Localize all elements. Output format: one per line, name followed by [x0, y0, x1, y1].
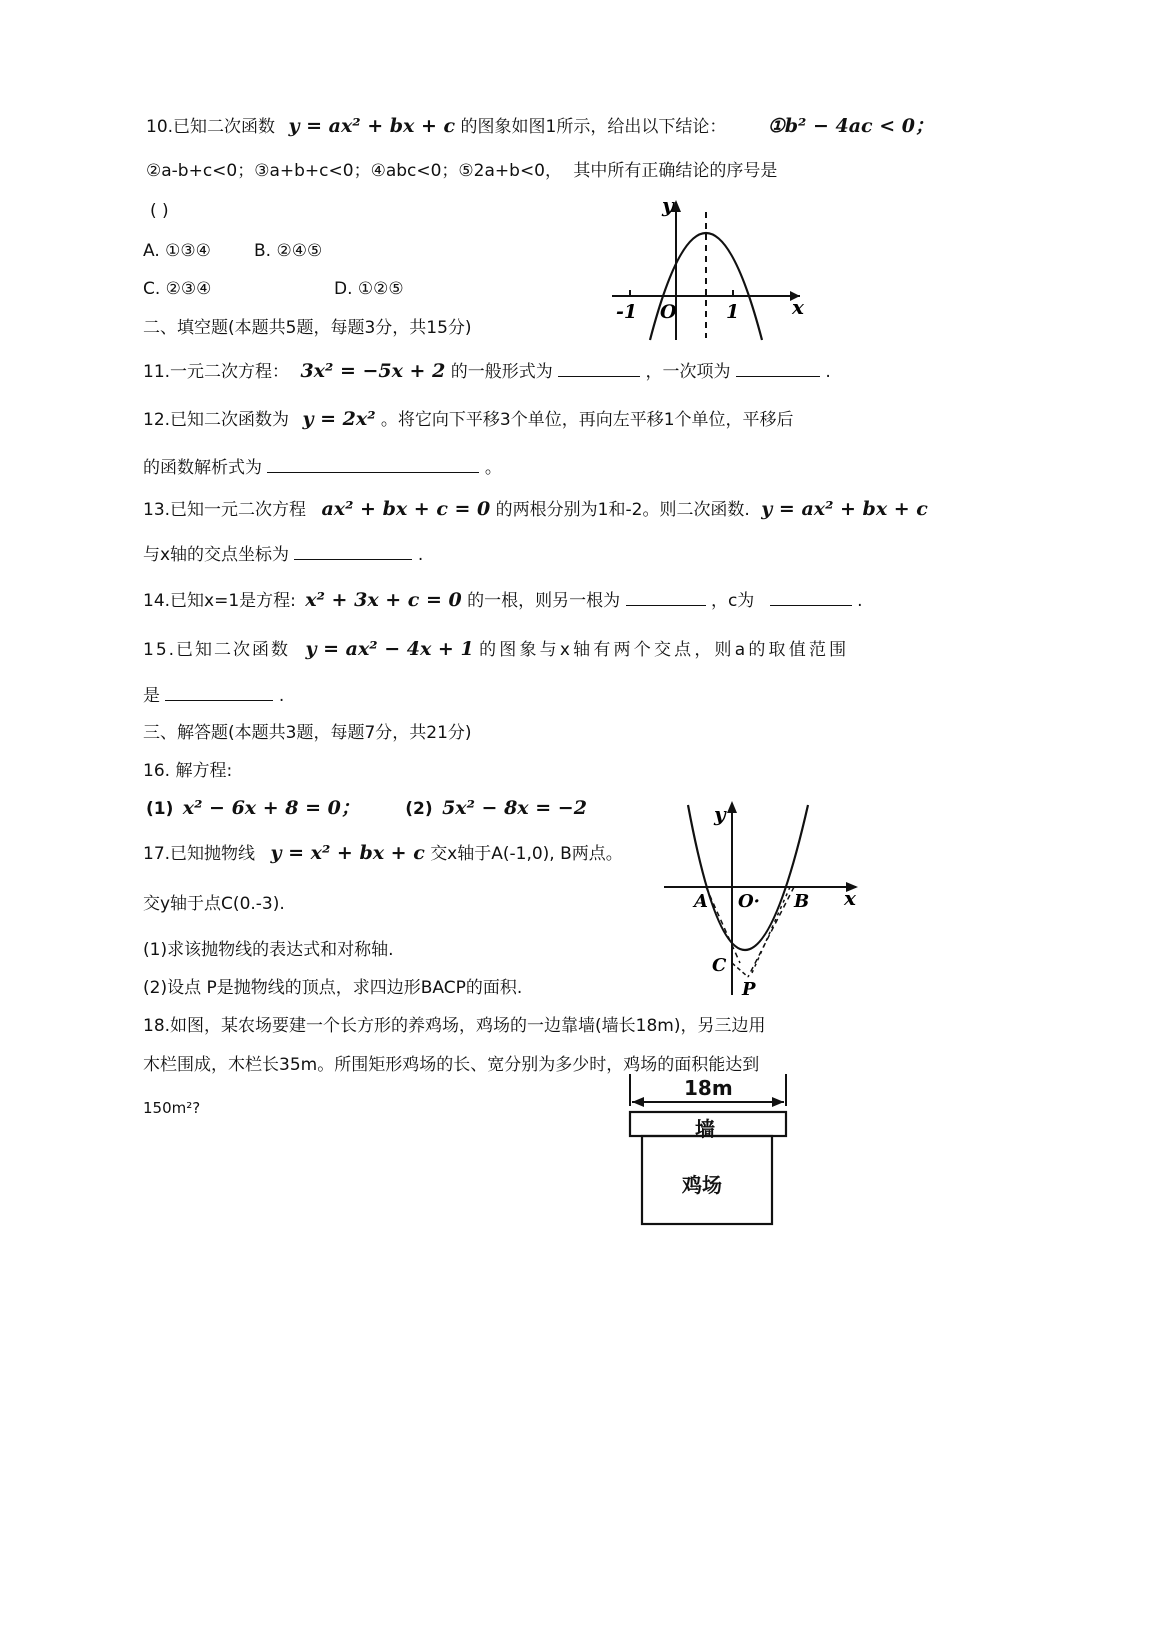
q15-line2-text: 是 — [143, 686, 160, 706]
q13-blank[interactable] — [294, 541, 412, 560]
q17-parabola-figure — [660, 795, 870, 1005]
fig2-point-a: A — [694, 891, 708, 912]
q10-answer-paren: ( ) — [150, 201, 169, 221]
q15-lead: 15.已知二次函数 — [143, 640, 291, 660]
q13-line2 — [143, 541, 423, 566]
q16-lead: 16. 解方程: — [143, 761, 233, 781]
q18-line3: 150m²? — [143, 1099, 201, 1117]
q10-conclusion-1: ①b² − 4ac < 0； — [767, 115, 934, 137]
q12-line2-text: 的函数解析式为 — [143, 458, 262, 478]
q18-chicken-farm-label: 鸡场 — [682, 1173, 722, 1197]
q11-end: . — [825, 362, 831, 382]
q12-end: 。 — [484, 458, 502, 478]
q13-lead: 13.已知一元二次方程 — [143, 500, 307, 520]
q14-mid: 的一根，则另一根为 — [467, 591, 621, 611]
q15-formula: y = ax² − 4x + 1 — [305, 638, 474, 660]
q16-part2: 5x² − 8x = −2 — [442, 797, 587, 819]
q14-lead: 14.已知x=1是方程: — [143, 591, 296, 611]
q17-mid: 交x轴于A(-1,0), B两点。 — [430, 844, 623, 864]
q14-blank-1[interactable] — [626, 587, 706, 606]
q10-parabola-figure — [600, 190, 820, 350]
q15-line2 — [143, 682, 284, 707]
q13-mid: 的两根分别为1和-2。则二次函数. — [495, 500, 750, 520]
q10-formula: y = ax² + bx + c — [288, 115, 456, 137]
q10-option-b: B. ②④⑤ — [254, 241, 323, 261]
q15-blank[interactable] — [165, 682, 273, 701]
q14-formula: x² + 3x + c = 0 — [305, 589, 462, 611]
q11-formula: 3x² = −5x + 2 — [300, 360, 446, 382]
q10-line1 — [146, 115, 934, 138]
q18-line1: 18.如图，某农场要建一个长方形的养鸡场，鸡场的一边靠墙(墙长18m)，另三边用 — [143, 1016, 766, 1036]
fig1-tick-minus1: -1 — [616, 301, 638, 323]
q17-line2: 交y轴于点C(0.-3). — [143, 894, 285, 914]
q14-blank-2[interactable] — [770, 587, 852, 606]
q17-line1 — [143, 842, 623, 865]
q10-question: 其中所有正确结论的序号是 — [573, 161, 778, 181]
q11-line — [143, 358, 831, 383]
q13-line1 — [143, 498, 928, 521]
q17-formula: y = x² + bx + c — [270, 842, 425, 864]
q16-part1-label: (1) — [146, 799, 174, 819]
fig1-y-label: y — [662, 193, 674, 217]
q11-blank-1[interactable] — [558, 358, 640, 377]
q16-equations — [146, 797, 587, 820]
q13-formula: ax² + bx + c = 0 — [321, 498, 491, 520]
q18-line2: 木栏围成，木栏长35m。所围矩形鸡场的长、宽分别为多少时，鸡场的面积能达到 — [143, 1055, 760, 1075]
q18-wall-label: 墙 — [695, 1117, 715, 1141]
q10-mid: 的图象如图1所示，给出以下结论： — [460, 117, 727, 137]
q16-part2-label: (2) — [405, 799, 433, 819]
section-3-heading: 三、解答题(本题共3题，每题7分，共21分) — [143, 723, 472, 743]
q11-mid2: ，一次项为 — [645, 362, 731, 382]
q10-option-a: A. ①③④ — [143, 241, 211, 261]
q18-wall-length-label: 18m — [684, 1076, 733, 1100]
fig2-y-label: y — [714, 802, 726, 826]
fig2-point-p: P — [742, 979, 756, 1000]
q15-mid: 的图象与x轴有两个交点，则a的取值范围 — [479, 640, 850, 660]
q12-mid: 。将它向下平移3个单位，再向左平移1个单位，平移后 — [380, 410, 794, 430]
fig1-tick-1: 1 — [726, 301, 740, 323]
q15-line1 — [143, 638, 849, 661]
q15-end: . — [278, 686, 285, 706]
q10-option-c: C. ②③④ — [143, 279, 212, 299]
fig1-x-label: x — [792, 295, 804, 319]
q14-line — [143, 587, 863, 612]
fig1-origin: O — [660, 301, 677, 323]
q17-lead: 17.已知抛物线 — [143, 844, 256, 864]
q12-lead: 12.已知二次函数为 — [143, 410, 290, 430]
q13-line2-text: 与x轴的交点坐标为 — [143, 545, 290, 565]
q17-subquestion-2: (2)设点 P是抛物线的顶点，求四边形BACP的面积. — [143, 978, 523, 998]
q14-end: . — [857, 591, 863, 611]
q12-line1 — [143, 408, 794, 431]
q13-end: . — [417, 545, 424, 565]
q11-mid: 的一般形式为 — [450, 362, 553, 382]
q10-conclusions: ②a-b+c<0；③a+b+c<0；④abc<0；⑤2a+b<0， — [146, 161, 563, 181]
q16-part1: x² − 6x + 8 = 0； — [182, 797, 360, 819]
q17-subquestion-1: (1)求该抛物线的表达式和对称轴. — [143, 940, 394, 960]
q10-option-d: D. ①②⑤ — [334, 279, 404, 299]
q10-line2 — [146, 160, 777, 182]
q11-blank-2[interactable] — [736, 358, 820, 377]
q13-formula2: y = ax² + bx + c — [761, 498, 928, 520]
q11-lead: 11.一元二次方程： — [143, 362, 290, 382]
section-2-heading: 二、填空题(本题共5题，每题3分，共15分) — [143, 318, 472, 338]
q10-lead: 10.已知二次函数 — [146, 117, 276, 137]
fig2-x-label: x — [844, 886, 856, 910]
fig2-point-b: B — [794, 891, 810, 912]
q12-formula: y = 2x² — [302, 408, 376, 430]
q14-mid2: ，c为 — [710, 591, 755, 611]
q12-line2 — [143, 454, 502, 479]
q12-blank[interactable] — [267, 454, 479, 473]
fig2-origin: O· — [738, 891, 760, 912]
fig2-point-c: C — [712, 955, 727, 976]
